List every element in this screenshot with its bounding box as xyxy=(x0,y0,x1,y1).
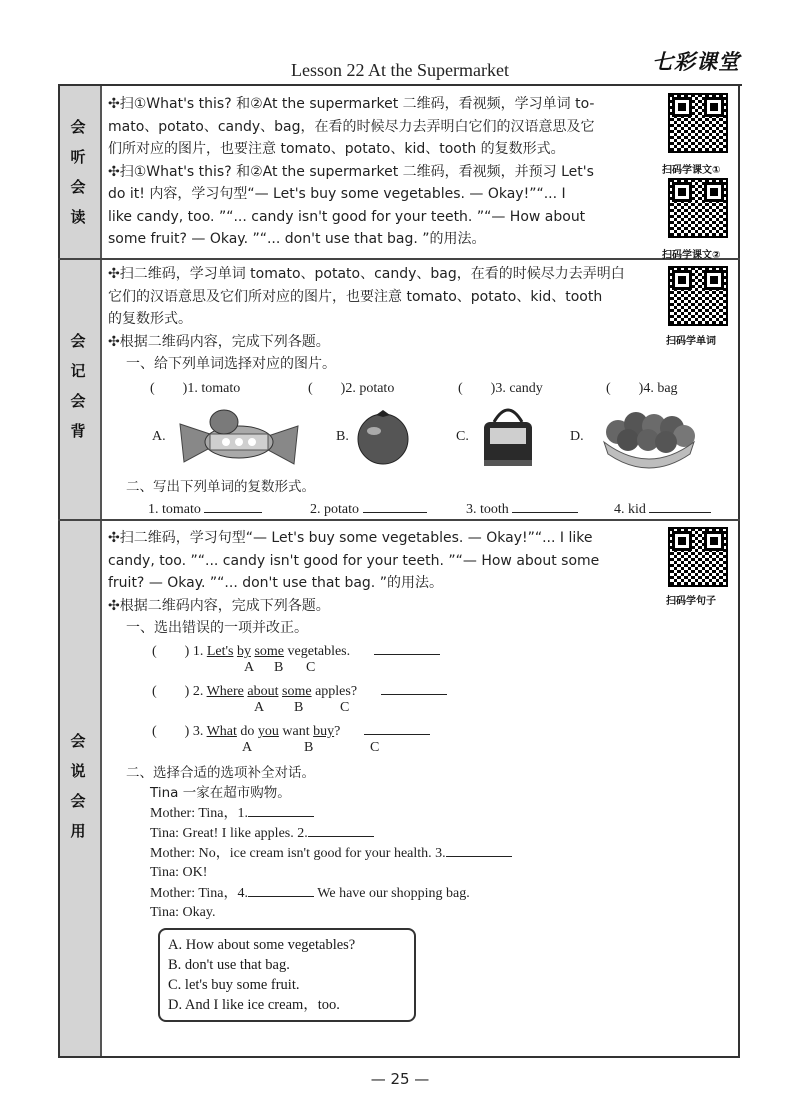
option-letter: A xyxy=(254,700,265,715)
answer-blank[interactable] xyxy=(248,802,314,817)
qr-code-icon[interactable] xyxy=(668,527,728,587)
plural-item: 2. potato xyxy=(310,498,427,521)
answer-blank[interactable] xyxy=(248,882,314,897)
page-title: Lesson 22 At the Supermarket xyxy=(291,60,509,80)
dialogue-line: Mother: Tina，4. We have our shopping bag. xyxy=(150,882,470,905)
side-label-memorize: 会 记 会 背 xyxy=(70,332,86,440)
plural-item: 3. tooth xyxy=(466,498,578,521)
pic-label: D. xyxy=(570,429,584,444)
section-divider xyxy=(58,258,740,260)
error-item-1: ( ) 1. Let's by some vegetables. xyxy=(152,640,440,663)
qr-code-icon[interactable] xyxy=(668,266,728,326)
match-item: ( )1. tomato xyxy=(150,381,241,396)
answer-blank[interactable] xyxy=(512,498,578,513)
error-item-2: ( ) 2. Where about some apples? xyxy=(152,680,447,703)
plural-title: 二、写出下列单词的复数形式。 xyxy=(126,479,315,495)
answer-blank[interactable] xyxy=(381,680,447,695)
qr-caption: 扫码学句子 xyxy=(666,596,716,607)
listen-instructions: ✣扫①What's this? 和②At the supermarket 二维码，看视频，学习单词 to- mato、potato、candy、bag，在看的时候尽力去弄明白它们的汉语意思及它 们所对应的图片，也要注意 tomato、potato、kid、tooth 的复数形式。 ✣扫①What's this? 和②At the supermarket 二维码，看视频，并预习 Let's do it! 内容，学习句型“— Let's buy some vegetables. — Okay!”“... I like candy, too. ”“... candy isn't good for your teeth. ”“— How about some fruit? — Okay. ”“... don't use that bag. ”的用法。 xyxy=(108,96,595,247)
qr-code-icon[interactable] xyxy=(668,178,728,238)
brand-logo: 七彩课堂 xyxy=(652,49,740,74)
option-b: B. don't use that bag. xyxy=(168,957,290,973)
option-letter: A xyxy=(242,740,253,755)
candy-image xyxy=(176,404,302,470)
option-letter: A xyxy=(244,660,255,675)
dialogue-line: Mother: Tina，1. xyxy=(150,802,314,825)
answer-blank[interactable] xyxy=(204,498,262,513)
answer-blank[interactable] xyxy=(363,498,427,513)
speak-instructions: ✣扫二维码，学习句型“— Let's buy some vegetables. — Okay!”“... I like candy, too. ”“... candy isn't good for your teeth. ”“— How about some fruit? — Okay. ”“... don't use that bag. ”的用法。 ✣根据二维码内容，完成下列各题。 一、选出错误的一项并改正。 xyxy=(108,530,600,636)
option-letter: B xyxy=(274,660,284,675)
answer-blank[interactable] xyxy=(308,822,374,837)
dialogue-line: Tina: OK! xyxy=(150,865,208,880)
match-item: ( )4. bag xyxy=(606,381,678,396)
option-a: A. How about some vegetables? xyxy=(168,937,356,953)
answer-blank[interactable] xyxy=(374,640,440,655)
page-number: — 25 — xyxy=(370,1070,430,1088)
option-letter: C xyxy=(306,660,316,675)
memorize-instructions: ✣扫二维码，学习单词 tomato、potato、candy、bag，在看的时候尽力去弄明白 它们的汉语意思及它们所对应的图片，也要注意 tomato、potato、kid、tooth 的复数形式。 ✣根据二维码内容，完成下列各题。 一、给下列单词选择对应的图片。 xyxy=(108,266,625,372)
dialogue-line: Tina: Great! I like apples. 2. xyxy=(150,822,374,845)
option-d: D. And I like ice cream，too. xyxy=(168,997,340,1013)
qr-caption: 扫码学课文② xyxy=(662,250,721,261)
pic-label: B. xyxy=(336,429,349,444)
basket-image xyxy=(598,402,700,470)
option-letter: C xyxy=(370,740,380,755)
pic-label: C. xyxy=(456,429,469,444)
error-item-3: ( ) 3. What do you want buy? xyxy=(152,720,430,743)
plural-item: 4. kid xyxy=(614,498,711,521)
qr-caption: 扫码学单词 xyxy=(666,336,716,347)
side-label-speak: 会 说 会 用 xyxy=(70,732,86,840)
option-letter: B xyxy=(294,700,304,715)
dialogue-line: Tina: Okay. xyxy=(150,905,216,920)
match-item: ( )2. potato xyxy=(308,381,395,396)
options-box xyxy=(158,928,416,1022)
side-label-listen: 会 听 会 读 xyxy=(70,118,86,226)
qr-caption: 扫码学课文① xyxy=(662,165,721,176)
pic-label: A. xyxy=(152,429,166,444)
option-letter: C xyxy=(340,700,350,715)
option-c: C. let's buy some fruit. xyxy=(168,977,300,993)
answer-blank[interactable] xyxy=(649,498,711,513)
qr-code-icon[interactable] xyxy=(668,93,728,153)
option-letter: B xyxy=(304,740,314,755)
dialogue-line: Mother: No，ice cream isn't good for your health. 3. xyxy=(150,842,512,865)
answer-blank[interactable] xyxy=(364,720,430,735)
dialogue-title: 二、选择合适的选项补全对话。 xyxy=(126,765,315,781)
tomato-image xyxy=(352,406,414,466)
dialogue-intro: Tina 一家在超市购物。 xyxy=(150,785,291,801)
answer-blank[interactable] xyxy=(446,842,512,857)
plural-item: 1. tomato xyxy=(148,498,262,521)
bag-image xyxy=(476,402,540,470)
match-item: ( )3. candy xyxy=(458,381,543,396)
